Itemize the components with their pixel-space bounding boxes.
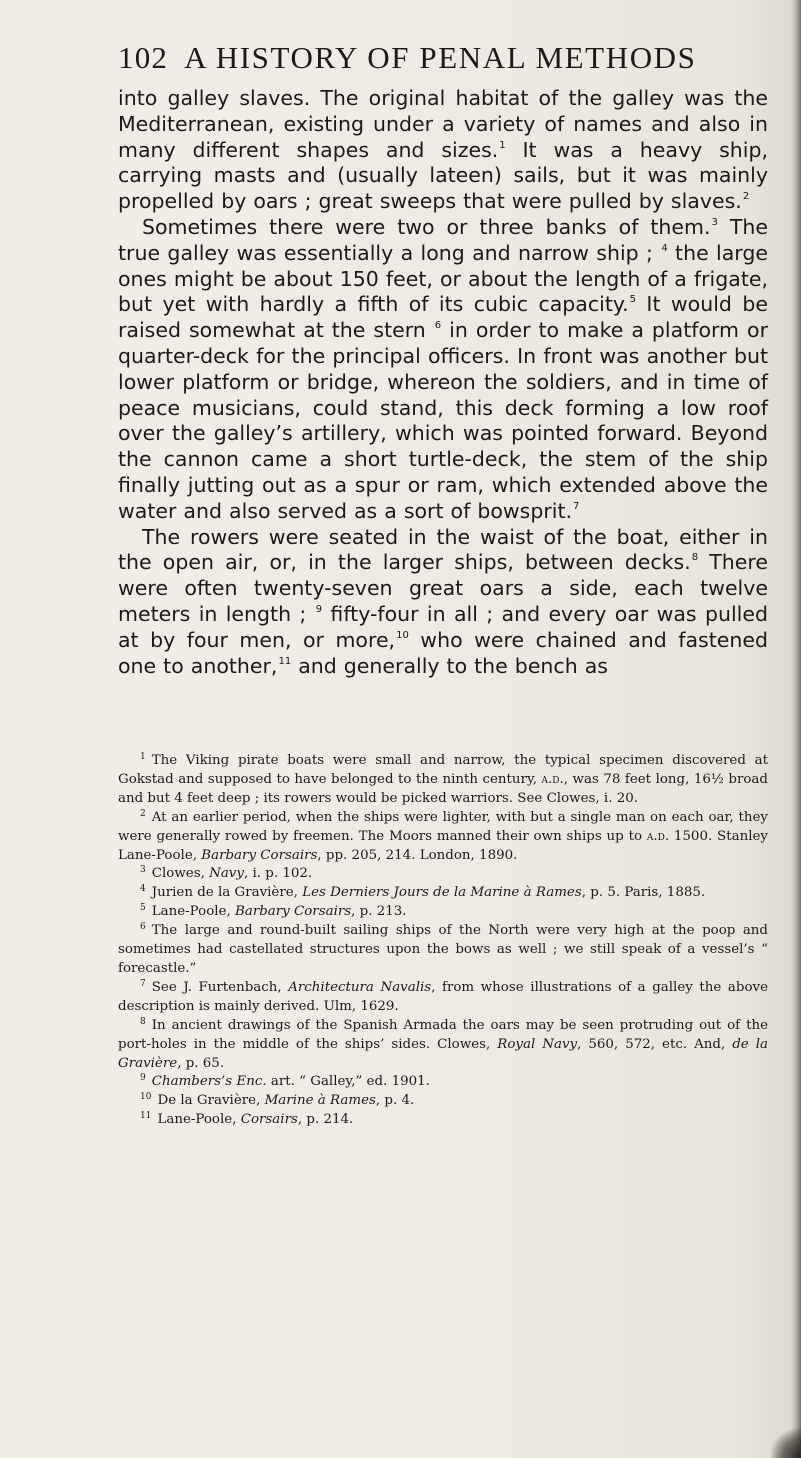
page-header — [118, 40, 768, 76]
footnote — [118, 752, 768, 809]
text-run: art. “ Galley,” ed. 1901. — [266, 1074, 430, 1090]
footnote — [118, 884, 768, 903]
footnote-number: 8 — [140, 1016, 146, 1027]
text-run: In ancient drawings of the Spanish Armada the oars may be seen protruding out of the port-holes in the middle of the ships’ sides. Clowes, — [118, 1017, 768, 1052]
text-run: The rowers were seated in the waist of the boat, either in the open air, or, in the larger ships, between decks. — [118, 524, 768, 575]
text-run: Lane-Poole, — [157, 1112, 241, 1128]
text-run: , was 78 feet long, 16½ broad and but 4 feet deep ; its rowers would be picked warriors. See Clowes, i. 20. — [118, 771, 768, 806]
footnote-ref-9: 9 — [315, 603, 323, 615]
text-run: Sometimes there were two or three banks of them. — [142, 214, 711, 239]
footnote — [118, 979, 768, 1017]
footnote — [118, 1073, 768, 1092]
text-run: , p. 213. — [351, 904, 407, 920]
text-run: It would be raised somewhat at the stern — [118, 292, 768, 343]
text-run: the large ones might be about 150 feet, or about the length of a frigate, but yet with hardly a fifth of its cubic capacity. — [118, 240, 768, 317]
footnotes — [118, 752, 768, 1130]
text-run: The true galley was essentially a long and narrow ship ; — [118, 214, 768, 265]
footnote-number: 3 — [140, 865, 146, 876]
footnote — [118, 1092, 768, 1111]
italic-text: Architectura Navalis — [288, 979, 432, 995]
text-run: who were chained and fastened one to another, — [118, 627, 768, 678]
footnote-ref-4: 4 — [661, 242, 668, 254]
text-run: There were often twenty-seven great oars a side, each twelve meters in length ; — [118, 550, 768, 626]
text-run: , 560, 572, etc. And, — [577, 1036, 733, 1052]
italic-text: Chambers’s Enc. — [151, 1074, 267, 1090]
footnote — [118, 1017, 768, 1074]
text-run: At an earlier period, when the ships were lighter, with but a single man on each oar, they were generally rowed by freemen. The Moors manned their own ships up to — [118, 809, 768, 844]
footnote-number: 5 — [140, 903, 146, 914]
footnote-number: 2 — [140, 808, 146, 819]
footnote-ref-10: 10 — [396, 629, 409, 641]
italic-text: Les Derniers Jours de la Marine à Rames — [302, 885, 582, 901]
footnote-ref-8: 8 — [691, 552, 699, 564]
footnote-number: 1 — [140, 752, 146, 762]
paragraph — [118, 86, 768, 215]
text-run: and generally to the bench as — [291, 653, 608, 678]
footnote-number: 11 — [140, 1111, 152, 1122]
italic-text: Barbary Corsairs — [235, 904, 352, 920]
text-run: The large and round-built sailing ships of the North were very high at the poop and sometimes had castellated structures upon the bows as well ; we still speak of a vessel’s “ forecastle.” — [118, 923, 768, 976]
page-edge-shadow — [791, 0, 801, 1458]
footnote-ref-6: 6 — [434, 320, 442, 332]
text-run: , i. p. 102. — [243, 866, 313, 882]
text-run: 1500. Stanley Lane-Poole, — [118, 828, 768, 863]
text-run: It was a heavy ship, carrying masts and (usually lateen) sails, but it was mainly propelled by oars ; great sweeps that were pulled by slaves. — [118, 137, 768, 214]
text-run: into galley slaves. The original habitat of the galley was the Mediterranean, existing under a variety of names and also in many different shapes and sizes. — [118, 86, 768, 162]
text-run: See J. Furtenbach, — [151, 979, 289, 995]
italic-text: Navy — [209, 866, 244, 882]
footnote-number: 10 — [140, 1092, 152, 1103]
footnote — [118, 865, 768, 884]
italic-text: Corsairs — [240, 1112, 298, 1128]
text-run: , p. 4. — [375, 1093, 415, 1109]
footnote-number: 4 — [140, 884, 146, 895]
footnote — [118, 922, 768, 979]
italic-text: Marine à Rames — [264, 1093, 376, 1109]
text-run: , pp. 205, 214. London, 1890. — [317, 847, 518, 863]
italic-text: Royal Navy — [497, 1036, 578, 1052]
footnote-number: 7 — [140, 978, 146, 989]
text-run: Clowes, — [151, 866, 210, 882]
text-run: De la Gravière, — [157, 1093, 265, 1109]
text-run: Jurien de la Gravière, — [151, 885, 303, 901]
footnote-ref-1: 1 — [499, 139, 506, 151]
text-run: , p. 65. — [177, 1055, 225, 1071]
main-text — [118, 86, 768, 679]
text-run: fifty-four in all ; and every oar was pulled at by four men, or more, — [118, 601, 768, 652]
italic-text: Barbary Corsairs — [201, 847, 318, 863]
footnote-ref-5: 5 — [629, 294, 636, 306]
footnote — [118, 1111, 768, 1130]
footnote — [118, 809, 768, 866]
footnote-ref-2: 2 — [742, 191, 750, 203]
text-run: , from whose illustrations of a galley the above description is mainly derived. Ulm, 1629. — [118, 979, 768, 1014]
footnote-ref-7: 7 — [573, 500, 580, 512]
text-run: , p. 214. — [297, 1112, 354, 1128]
footnote-ref-3: 3 — [711, 216, 718, 228]
text-run: a.d. — [541, 771, 564, 787]
footnote — [118, 903, 768, 922]
running-head: A HISTORY OF PENAL METHODS — [184, 40, 697, 75]
footnote-number: 9 — [140, 1073, 146, 1084]
footnote-number: 6 — [140, 922, 146, 933]
text-run: Lane-Poole, — [151, 904, 235, 920]
page-corner-shadow — [771, 1428, 801, 1458]
italic-text: de la Gravière — [118, 1036, 769, 1071]
footnote-ref-11: 11 — [278, 655, 292, 667]
text-run: in order to make a platform or quarter-deck for the principal officers. In front was another but lower platform or bridge, whereon the soldiers, and in time of peace musicians, could stand, this deck forming a low roof over the galley’s artillery, which was pointed forward. Beyond the cannon came a short turtle-deck, the stem of the ship finally jutting out as a spur or ram, which extended above the water and also served as a sort of bowsprit. — [118, 318, 768, 523]
text-run: a.d. — [646, 828, 670, 844]
paragraph — [118, 215, 768, 525]
text-run: , p. 5. Paris, 1885. — [581, 885, 706, 901]
paragraph — [118, 525, 768, 680]
text-run: The Viking pirate boats were small and narrow, the typical specimen discovered at Gokstad and supposed to have belonged to the ninth century, — [118, 753, 768, 787]
page-number: 102 — [118, 40, 169, 75]
